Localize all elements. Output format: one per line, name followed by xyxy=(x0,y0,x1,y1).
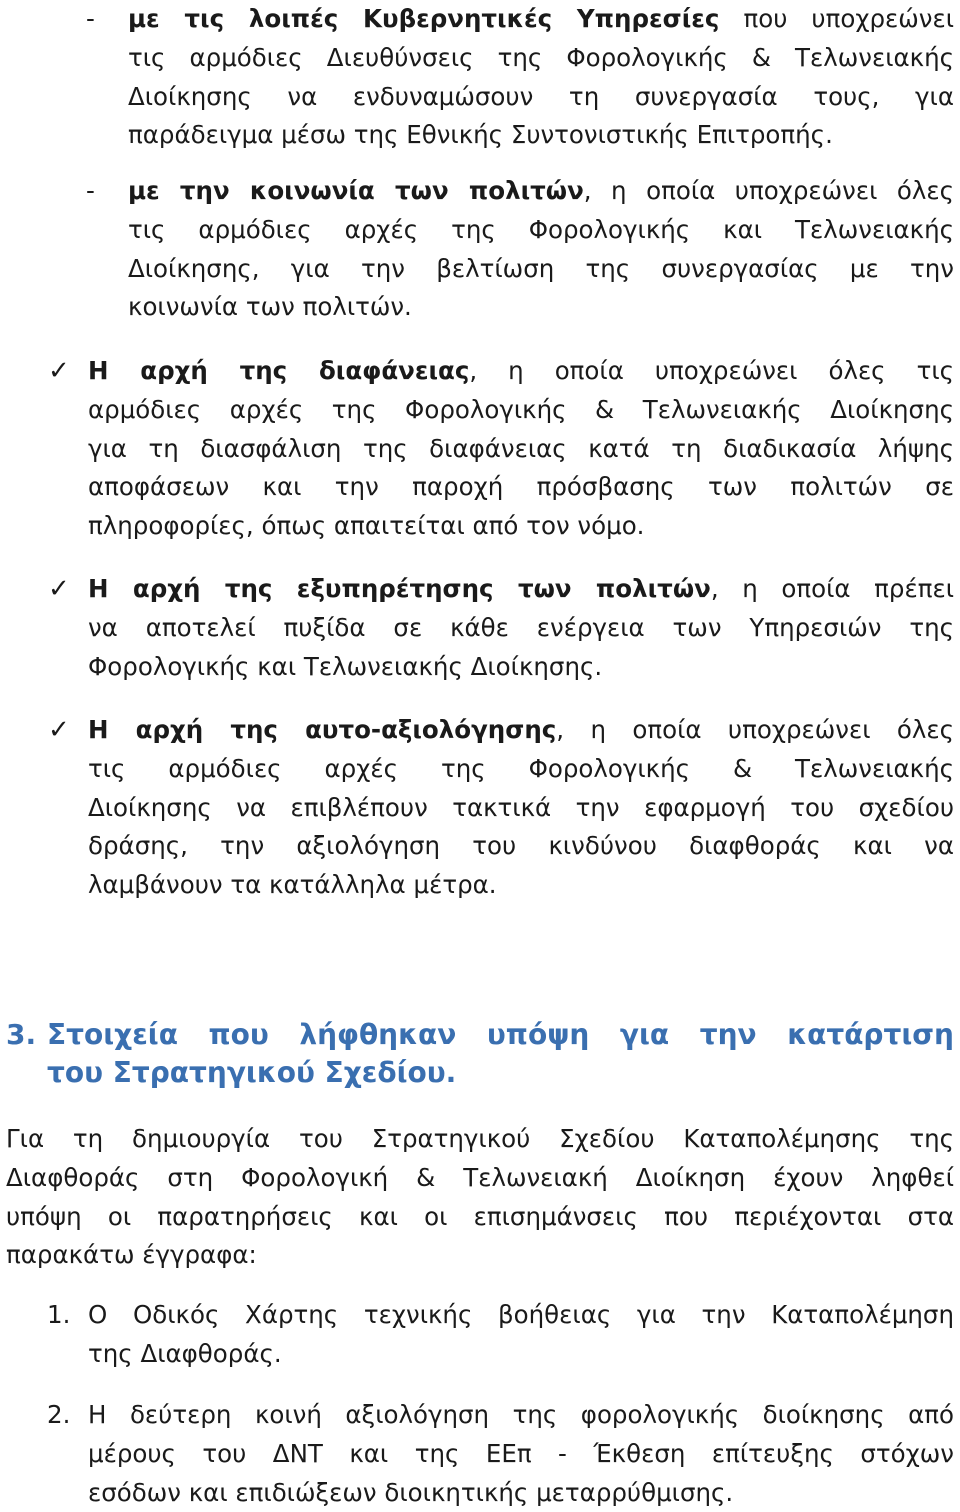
text-line: κοινωνία των πολιτών. xyxy=(128,292,412,322)
text-line: να αποτελεί πυξίδα σε κάθε ενέργεια των Υπηρεσιών της xyxy=(88,612,954,642)
text-line: Διοίκησης, για την βελτίωση της συνεργασίας με την xyxy=(128,253,954,283)
principle-text xyxy=(88,352,954,546)
text-line: Φορολογικής και Τελωνειακής Διοίκησης. xyxy=(88,651,603,681)
section-title-line: Στοιχεία που λήφθηκαν υπόψη για την κατάρτιση xyxy=(47,1018,954,1051)
text-line: Διοίκησης να επιβλέπουν τακτικά την εφαρμογή του σχεδίου xyxy=(88,792,954,822)
text-line: Ο Οδικός Χάρτης τεχνικής βοήθειας για την Καταπολέμηση xyxy=(88,1300,954,1329)
dash-marker: - xyxy=(86,4,95,33)
section-title-line: του Στρατηγικού Σχεδίου. xyxy=(47,1056,457,1089)
document-text xyxy=(88,1396,954,1512)
text-segment: , η οποία υποχρεώνει όλες xyxy=(583,176,954,205)
principle-text xyxy=(88,570,954,686)
list-number: 1. xyxy=(47,1300,71,1329)
text-line: παράδειγμα μέσω της Εθνικής Συντονιστικής Επιτροπής. xyxy=(128,120,833,150)
dash-bullet-text xyxy=(128,172,954,327)
dash-marker: - xyxy=(86,176,95,205)
bold-phrase: Η αρχή της εξυπηρέτησης των πολιτών xyxy=(88,574,711,603)
checkmark-icon: ✓ xyxy=(48,715,70,745)
bold-phrase: Η αρχή της αυτο-αξιολόγησης xyxy=(88,715,557,744)
text-line: υπόψη οι παρατηρήσεις και οι επισημάνσεις που περιέχονται στα xyxy=(6,1201,954,1231)
text-segment: που υποχρεώνει xyxy=(719,4,955,33)
text-line: αποφάσεων και την παροχή πρόσβασης των πολιτών σε xyxy=(88,472,954,502)
text-segment: , η οποία πρέπει xyxy=(710,574,954,603)
text-line: Η δεύτερη κοινή αξιολόγηση της φορολογικής διοίκησης από xyxy=(88,1400,954,1429)
text-line: λαμβάνουν τα κατάλληλα μέτρα. xyxy=(88,870,497,900)
text-line: πληροφορίες, όπως απαιτείται από τον νόμο. xyxy=(88,511,645,541)
document-text xyxy=(88,1296,954,1374)
text-line: μέρους του ΔΝΤ και της ΕΕπ - Έκθεση επίτευξης στόχων xyxy=(88,1438,954,1468)
section-heading xyxy=(6,1016,954,1092)
text-line: τις αρμόδιες αρχές της Φορολογικής και Τελωνειακής xyxy=(128,214,954,244)
text-line: τις αρμόδιες αρχές της Φορολογικής & Τελωνειακής xyxy=(88,753,954,783)
dash-bullet-text xyxy=(128,0,954,155)
bold-phrase: με την κοινωνία των πολιτών xyxy=(128,176,584,205)
list-number: 2. xyxy=(47,1400,71,1429)
text-segment: , η οποία υποχρεώνει όλες τις xyxy=(469,356,954,385)
bold-phrase: με τις λοιπές Κυβερνητικές Υπηρεσίες xyxy=(128,4,720,33)
principle-text xyxy=(88,711,954,905)
text-line: εσόδων και επιδιώξεων διοικητικής μεταρρύθμισης. xyxy=(88,1477,734,1507)
text-line: δράσης, την αξιολόγηση του κινδύνου διαφθοράς και να xyxy=(88,831,954,861)
text-line: παρακάτω έγγραφα: xyxy=(6,1240,257,1270)
text-line: τις αρμόδιες Διευθύνσεις της Φορολογικής & Τελωνειακής xyxy=(128,42,954,72)
text-line: αρμόδιες αρχές της Φορολογικής & Τελωνειακής Διοίκησης xyxy=(88,394,954,424)
section-number: 3. xyxy=(6,1018,37,1051)
checkmark-icon: ✓ xyxy=(48,356,70,386)
intro-paragraph xyxy=(6,1120,954,1275)
text-line: Διαφθοράς στη Φορολογική & Τελωνειακή Διοίκηση έχουν ληφθεί xyxy=(6,1162,954,1192)
checkmark-icon: ✓ xyxy=(48,574,70,604)
text-line: Για τη δημιουργία του Στρατηγικού Σχεδίου Καταπολέμησης της xyxy=(6,1124,954,1153)
text-line: για τη διασφάλιση της διαφάνειας κατά τη διαδικασία λήψης xyxy=(88,433,954,463)
bold-phrase: Η αρχή της διαφάνειας xyxy=(88,356,470,385)
text-line: της Διαφθοράς. xyxy=(88,1338,282,1368)
text-segment: , η οποία υποχρεώνει όλες xyxy=(556,715,954,744)
text-line: Διοίκησης να ενδυναμώσουν τη συνεργασία τους, για xyxy=(128,81,954,111)
